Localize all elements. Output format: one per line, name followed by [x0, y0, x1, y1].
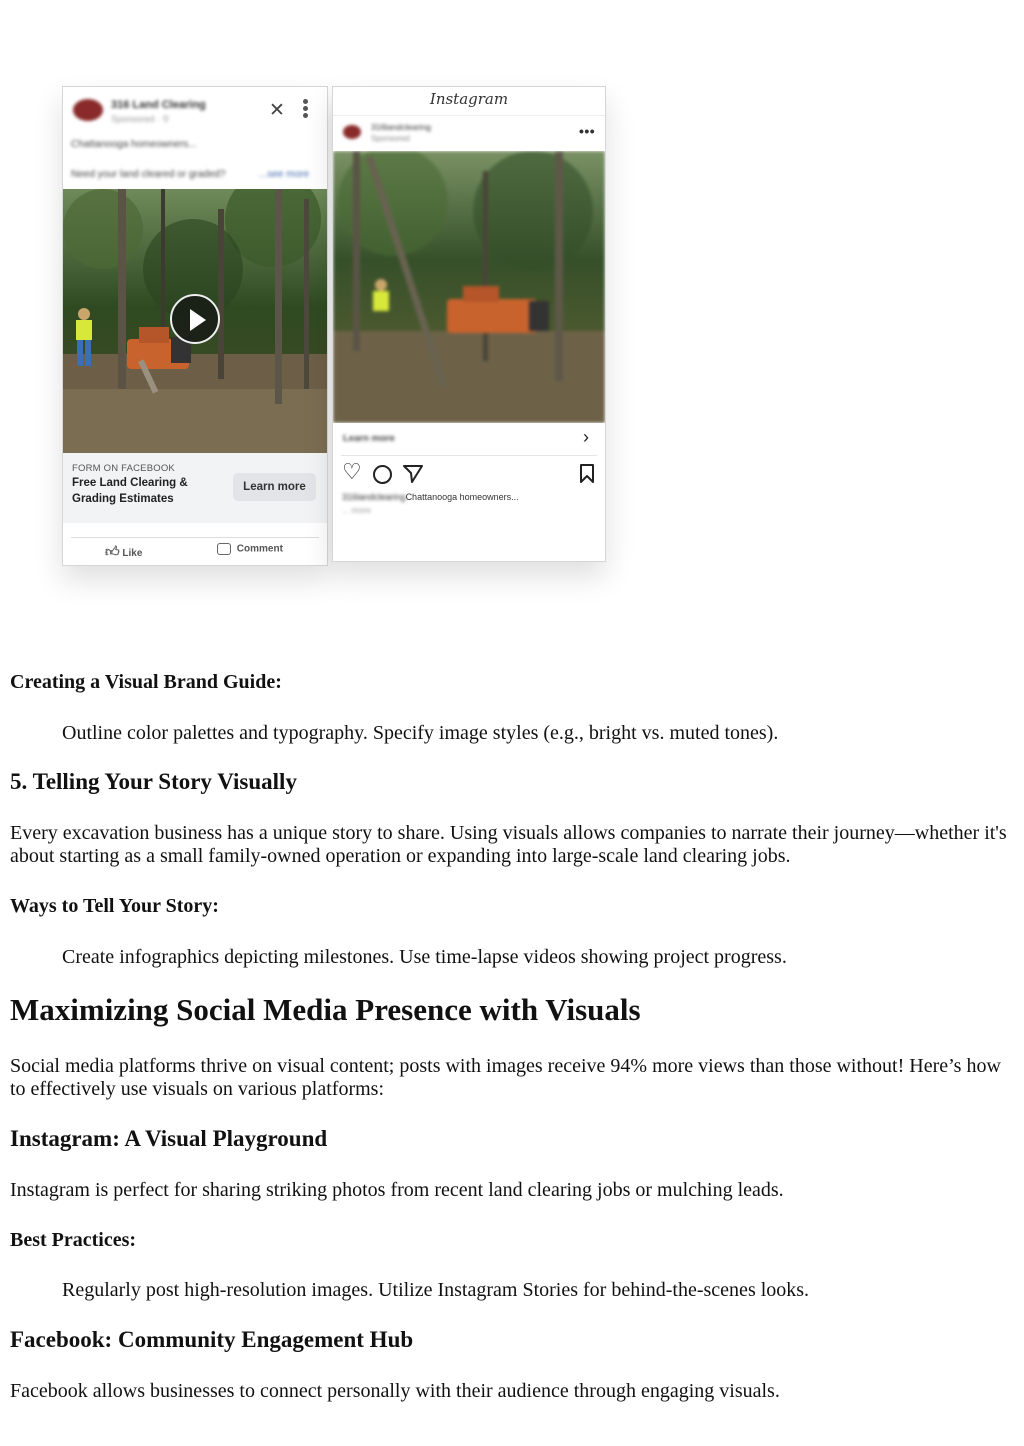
ellipsis-icon[interactable]: •••	[579, 123, 596, 139]
instagram-text: Instagram is perfect for sharing striking photos from recent land clearing jobs or mulching leads.	[10, 1179, 784, 1201]
ad-cta-panel	[63, 453, 327, 523]
social-ad-mockup-image	[0, 0, 1024, 640]
best-practices-heading: Best Practices:	[10, 1229, 137, 1251]
social-media-heading: Maximizing Social Media Presence with Visuals	[10, 992, 641, 1027]
thumbs-up-icon: 👍︎	[105, 543, 120, 559]
see-more-link[interactable]: ...see more	[259, 169, 310, 180]
telling-story-heading: 5. Telling Your Story Visually	[10, 769, 297, 794]
like-label: Like	[122, 548, 143, 559]
social-media-text: Social media platforms thrive on visual content; posts with images receive 94% more views than those without! Here’s how to effectively use visuals on various platforms:	[10, 1055, 1001, 1100]
instagram-logo-text: Instagram	[429, 90, 509, 108]
comment-bubble-icon[interactable]	[373, 465, 392, 484]
visual-brand-guide-heading: Creating a Visual Brand Guide:	[10, 671, 282, 693]
instagram-heading: Instagram: A Visual Playground	[10, 1126, 328, 1151]
ways-to-tell-heading: Ways to Tell Your Story:	[10, 895, 219, 917]
visual-brand-guide-text: Outline color palettes and typography. Specify image styles (e.g., bright vs. muted tones).	[62, 722, 779, 744]
comment-label: Comment	[236, 543, 283, 555]
account-avatar	[343, 125, 361, 139]
more-options-icon[interactable]	[301, 97, 309, 120]
ad-video-thumbnail[interactable]	[63, 189, 327, 453]
form-label: FORM ON FACEBOOK	[72, 463, 175, 474]
chevron-right-icon[interactable]: ›	[583, 427, 589, 447]
facebook-text: Facebook allows businesses to connect personally with their audience through engaging visuals.	[10, 1380, 780, 1402]
comment-icon	[217, 543, 231, 555]
like-button[interactable]	[105, 543, 142, 560]
learn-more-bar-label[interactable]: Learn more	[343, 433, 395, 444]
facebook-heading: Facebook: Community Engagement Hub	[10, 1327, 414, 1352]
ad-caption-line-1: Chattanooga homeowners...	[71, 139, 197, 150]
share-icon[interactable]	[403, 465, 423, 488]
reaction-divider	[71, 537, 319, 538]
header-divider	[333, 115, 605, 116]
caption-text: Chattanooga homeowners...	[405, 492, 519, 502]
instagram-post-photo	[333, 151, 605, 423]
learn-more-button[interactable]: Learn more	[233, 473, 316, 501]
caption-more[interactable]: ... more	[342, 505, 371, 515]
page-logo	[73, 99, 103, 121]
telling-story-text: Every excavation business has a unique story to share. Using visuals allows companies to narrate their journey—whether it's about starting as a small family-owned operation or expanding into large-scale land clearing jobs.	[10, 822, 1007, 867]
ad-headline-line-1: Free Land Clearing &	[72, 477, 188, 489]
caption-account: 316landclearing	[342, 492, 406, 502]
heart-icon[interactable]: ♡	[342, 459, 362, 484]
forest-photo-2	[333, 151, 605, 423]
play-button[interactable]	[170, 294, 220, 344]
best-practices-text: Regularly post high-resolution images. Utilize Instagram Stories for behind-the-scenes looks.	[62, 1279, 810, 1301]
instagram-ad-card	[332, 86, 606, 562]
sponsored-label: Sponsored · ⚲	[111, 114, 170, 124]
account-sponsored: Sponsored	[371, 134, 410, 143]
close-icon[interactable]: ✕	[269, 100, 285, 121]
play-icon	[190, 309, 206, 331]
facebook-ad-card	[62, 86, 328, 566]
comment-button[interactable]	[217, 543, 283, 555]
caption	[342, 492, 519, 502]
learn-more-divider	[341, 455, 597, 456]
account-name: 316landclearing	[371, 122, 432, 132]
page-name: 316 Land Clearing	[111, 99, 206, 111]
ad-caption-line-2: Need your land cleared or graded?	[71, 169, 226, 180]
ways-to-tell-text: Create infographics depicting milestones. Use time-lapse videos showing project progress.	[62, 946, 787, 968]
ad-headline-line-2: Grading Estimates	[72, 493, 174, 505]
bookmark-icon[interactable]	[579, 464, 595, 489]
